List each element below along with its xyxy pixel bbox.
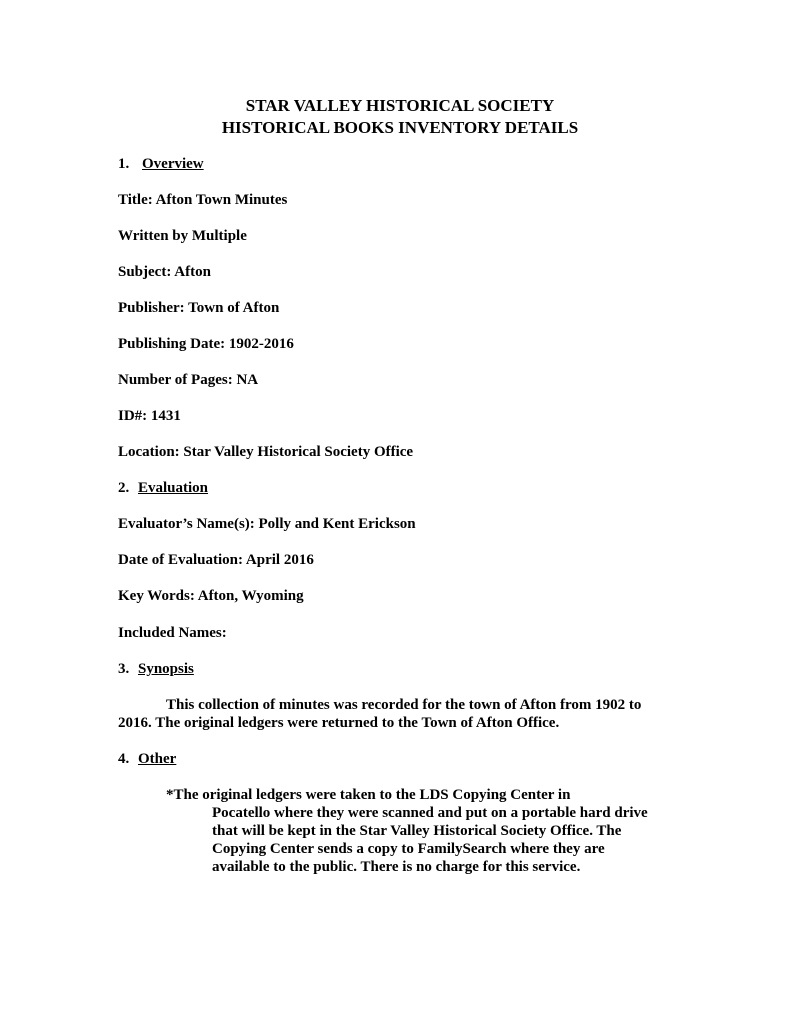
overview-id: ID#: 1431 xyxy=(118,408,181,424)
section-heading-text: Synopsis xyxy=(138,661,194,677)
section-heading-text: Evaluation xyxy=(138,480,209,496)
synopsis-paragraph-line-1: This collection of minutes was recorded for the town of Afton from 1902 to xyxy=(166,697,642,713)
page-title-line-2: HISTORICAL BOOKS INVENTORY DETAILS xyxy=(221,118,579,137)
overview-location: Location: Star Valley Historical Society Office xyxy=(118,444,414,460)
other-note-line-4: Copying Center sends a copy to FamilySearch where they are xyxy=(212,841,605,857)
evaluation-included-names: Included Names: xyxy=(118,625,227,641)
section-synopsis-heading xyxy=(118,660,194,678)
section-number: 1. xyxy=(118,156,130,172)
overview-publishing-date: Publishing Date: 1902-2016 xyxy=(118,336,294,352)
other-note-line-5: available to the public. There is no charge for this service. xyxy=(212,859,581,875)
section-number: 3. xyxy=(118,661,130,677)
overview-title: Title: Afton Town Minutes xyxy=(118,192,288,208)
section-heading-text: Other xyxy=(138,751,177,767)
synopsis-paragraph-line-2: 2016. The original ledgers were returned to the Town of Afton Office. xyxy=(118,715,560,731)
section-overview-heading xyxy=(118,155,204,173)
other-note-line-1: *The original ledgers were taken to the LDS Copying Center in xyxy=(166,787,571,803)
evaluation-date: Date of Evaluation: April 2016 xyxy=(118,552,314,568)
section-heading-text: Overview xyxy=(142,156,204,172)
section-number: 4. xyxy=(118,751,130,767)
section-other-heading xyxy=(118,750,176,768)
evaluation-key-words: Key Words: Afton, Wyoming xyxy=(118,588,304,604)
overview-publisher: Publisher: Town of Afton xyxy=(118,300,280,316)
page-title-line-1: STAR VALLEY HISTORICAL SOCIETY xyxy=(245,96,555,115)
section-evaluation-heading xyxy=(118,479,208,497)
overview-number-of-pages: Number of Pages: NA xyxy=(118,372,259,388)
section-number: 2. xyxy=(118,480,130,496)
evaluation-evaluators: Evaluator’s Name(s): Polly and Kent Erickson xyxy=(118,516,416,532)
other-note-line-2: Pocatello where they were scanned and put on a portable hard drive xyxy=(212,805,648,821)
other-note-line-3: that will be kept in the Star Valley Historical Society Office. The xyxy=(212,823,622,839)
overview-subject: Subject: Afton xyxy=(118,264,211,280)
overview-written-by: Written by Multiple xyxy=(118,228,247,244)
